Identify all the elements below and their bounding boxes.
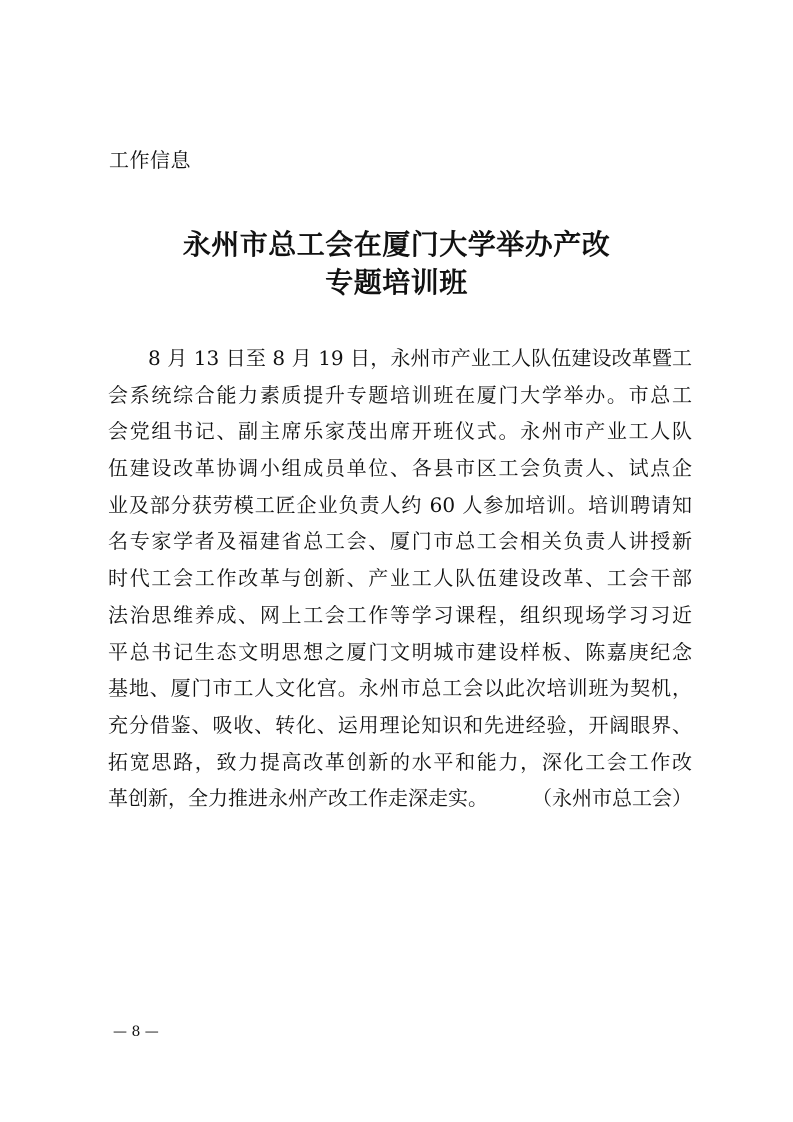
body-line: 伍建设改革协调小组成员单位、各县市区工会负责人、试点企 (108, 456, 692, 481)
body-line: 会系统综合能力素质提升专题培训班在厦门大学举办。市总工 (108, 382, 692, 407)
body-line: 时代工会工作改革与创新、产业工人队伍建设改革、工会干部 (108, 566, 692, 591)
article-body (108, 340, 692, 817)
article-title-line-1: 永州市总工会在厦门大学举办产改 (182, 228, 611, 261)
body-line: 业及部分获劳模工匠企业负责人约 60 人参加培训。培训聘请知 (108, 492, 692, 517)
body-line: 法治思维养成、网上工会工作等学习课程，组织现场学习习近 (108, 602, 692, 627)
body-line-last (108, 780, 692, 817)
body-line: 8 月 13 日至 8 月 19 日，永州市产业工人队伍建设改革暨工 (148, 346, 692, 370)
section-label: 工作信息 (109, 148, 191, 172)
body-line: 基地、厦门市工人文化宫。永州市总工会以此次培训班为契机， (108, 676, 692, 701)
author-signature: （永州市总工会） (532, 786, 692, 811)
body-line: 平总书记生态文明思想之厦门文明城市建设样板、陈嘉庚纪念 (108, 639, 692, 664)
body-line: 拓宽思路，致力提高改革创新的水平和能力，深化工会工作改 (108, 749, 692, 774)
article-title-line-2: 专题培训班 (325, 266, 468, 299)
body-line: 会党组书记、副主席乐家茂出席开班仪式。永州市产业工人队 (108, 419, 692, 444)
page-number: — 8 — (113, 1024, 159, 1040)
body-line-last-text: 革创新，全力推进永州产改工作走深走实。 (108, 786, 488, 811)
body-line: 名专家学者及福建省总工会、厦门市总工会相关负责人讲授新 (108, 529, 692, 554)
body-line: 充分借鉴、吸收、转化、运用理论知识和先进经验，开阔眼界、 (108, 712, 692, 737)
